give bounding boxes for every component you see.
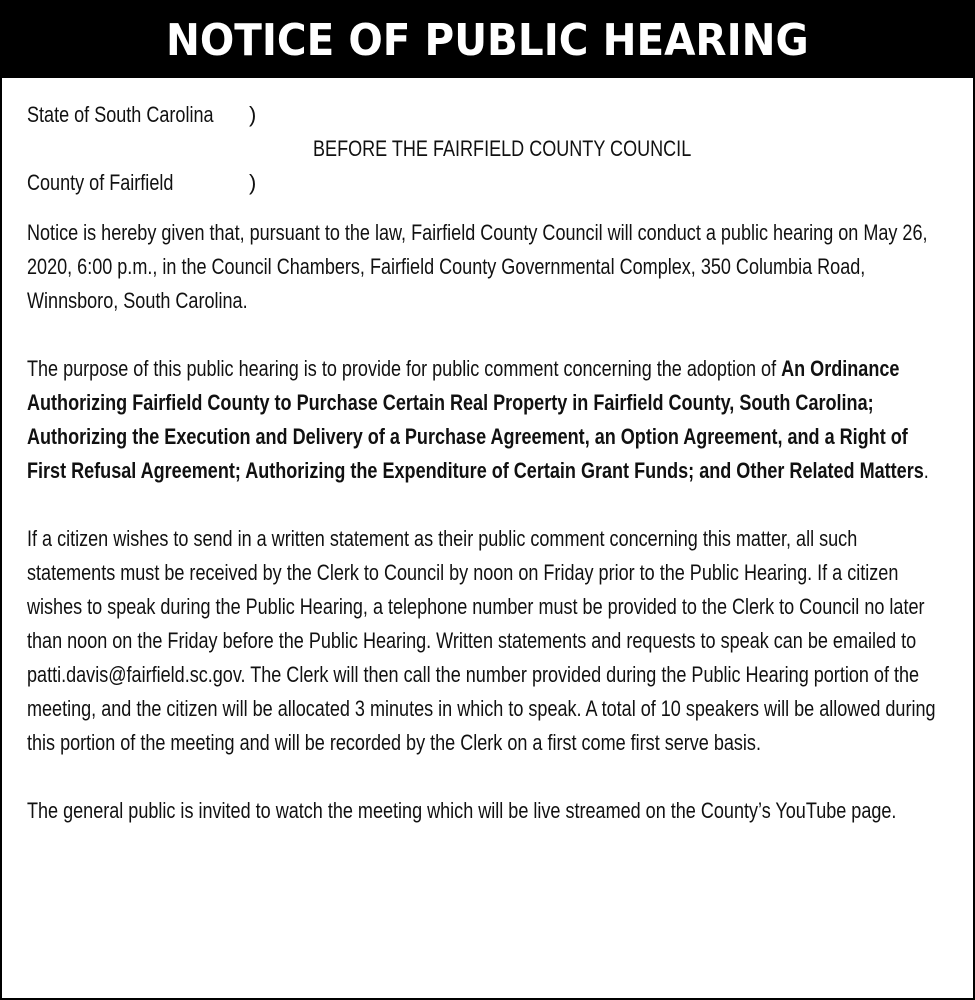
notice-paragraph-livestream: The general public is invited to watch the meeting which will be live streamed on the County’s YouTube page. [27, 798, 897, 823]
ordinance-title: An Ordinance Authorizing Fairfield County to Purchase Certain Real Property in Fairfield County, South Carolina; Authorizing the Execution and Delivery of a Purchase Agreement, an Option Agreement, and a Right of First Refusal Agreement; Authorizing the Expenditure of Certain Grant Funds; and Other Related Matters [27, 356, 924, 483]
notice-paragraph-purpose [27, 352, 945, 488]
caption-paren-state: ) [249, 102, 257, 127]
notice-paragraph-comment-instructions: If a citizen wishes to send in a written statement as their public comment concerning this matter, all such statements must be received by the Clerk to Council by noon on Friday prior to the Public Hearing. If a citizen wishes to speak during the Public Hearing, a telephone number must be provided to the Clerk to Council no later than noon on the Friday before the Public Hearing. Written statements and requests to speak can be emailed to patti.davis@fairfield.sc.gov. The Clerk will then call the number provided during the Public Hearing portion of the meeting, and the citizen will be allocated 3 minutes in which to speak. A total of 10 speakers will be allowed during this portion of the meeting and will be recorded by the Clerk on a first come first serve basis. [27, 526, 936, 755]
caption-state: State of South Carolina [27, 102, 214, 127]
purpose-end: . [923, 458, 929, 483]
notice-title: NOTICE OF PUBLIC HEARING [166, 14, 809, 66]
purpose-intro: The purpose of this public hearing is to provide for public comment concerning the adoption of [27, 356, 782, 381]
paragraph-spacer [27, 488, 953, 522]
caption-paren-county: ) [249, 170, 257, 195]
notice-banner [2, 2, 973, 78]
caption-county: County of Fairfield [27, 170, 174, 195]
paragraph-spacer [27, 760, 953, 794]
caption-before-council: BEFORE THE FAIRFIELD COUNTY COUNCIL [313, 136, 692, 161]
case-caption [27, 78, 953, 208]
notice-content [27, 78, 953, 998]
paragraph-spacer [27, 318, 953, 352]
notice-paragraph-hearing-details: Notice is hereby given that, pursuant to the law, Fairfield County Council will conduct a public hearing on May 26, 2020, 6:00 p.m., in the Council Chambers, Fairfield County Governmental Complex, 350 Columbia Road, Winnsboro, South Carolina. [27, 220, 928, 313]
